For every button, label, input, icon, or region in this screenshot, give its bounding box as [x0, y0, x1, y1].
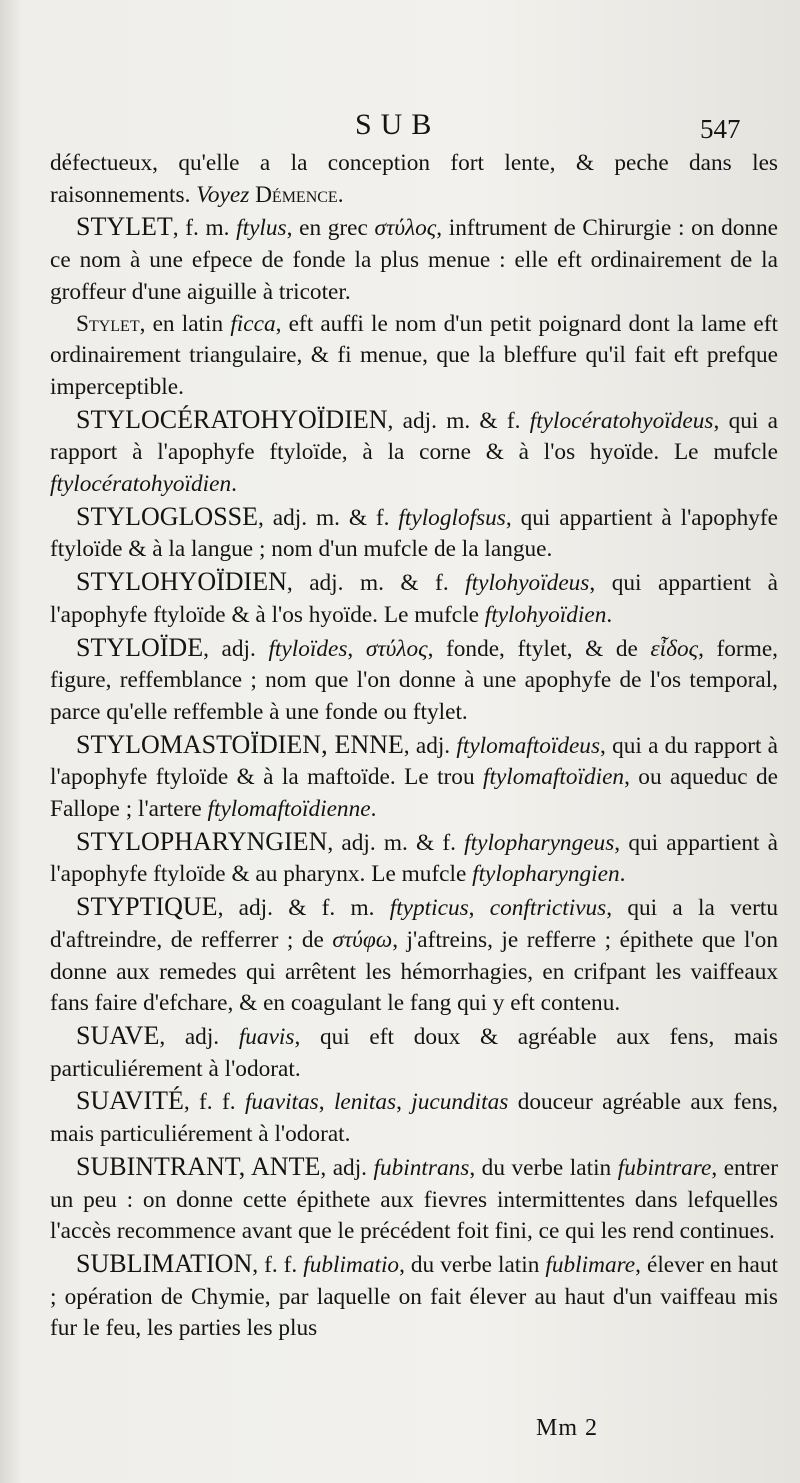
entry-text: , du verbe latin: [469, 1154, 618, 1181]
dictionary-entry: [50, 566, 778, 631]
italic-term: fublimatio: [303, 1251, 400, 1278]
italic-term: ftylohyoïdien: [484, 601, 607, 628]
italic-term: ftylopharyngien: [472, 861, 620, 888]
entry-text: , adj. m. & f.: [387, 407, 530, 434]
entry-text: , adj. m. & f.: [327, 829, 465, 856]
italic-term: fuavitas: [244, 1089, 319, 1116]
italic-term: στύλος: [365, 635, 428, 662]
entry-headword: SUBLIMATION: [76, 1248, 253, 1278]
entry-text: , f. f.: [252, 1251, 304, 1278]
entry-headword: STYLOÏDE: [76, 632, 204, 662]
dictionary-entry: [50, 1020, 778, 1085]
entry-text: , j'aftreins, je refferre ; épithete que l'on donne aux remedes qui arrêtent les hémorrhagies, en crifpant les vaiffeaux fans faire d'efchare, & en coagulant le fang qui y eft contenu.: [50, 926, 778, 1017]
page-number: 547: [700, 114, 741, 144]
italic-term: ftylomaftoïdeus: [456, 732, 601, 759]
entry-text: , adj.: [403, 732, 457, 759]
entry-text: , entrer un peu : on donne cette épithete aux fievres intermittentes dans lefquelles l'accès recommence avant que le précédent foit fini, ce qui les rend continues.: [50, 1154, 779, 1245]
entry-text: , adj. & f. m.: [217, 895, 390, 922]
entry-text: , qui appartient à l'apophyfe ftyloïde & à la langue ; nom d'un mufcle de la langue.: [50, 504, 778, 563]
entry-text: , adj.: [320, 1154, 374, 1181]
entry-text: , ou aqueduc de Fallope ; l'artere: [50, 764, 779, 823]
dictionary-entry: [50, 1085, 778, 1150]
entry-text: , qui a du rapport à l'apophyfe ftyloïde & à la maftoïde. Le trou: [50, 732, 779, 791]
italic-term: ftylomaftoïdienne: [207, 796, 371, 823]
italic-term: fubintrare: [617, 1154, 712, 1181]
dictionary-entry: [50, 211, 778, 308]
entry-text: , élever en haut ; opération de Chymie, par laquelle on fait élever au haut d'un vaiffeau mis fur le feu, les parties les plus: [50, 1251, 779, 1342]
entry-text: , qui a la vertu d'aftreindre, de refferrer ; de: [50, 895, 778, 953]
entry-text: , eft auffi le nom d'un petit poignard dont la lame eft ordinairement triangulaire, & fi menue, que la bleffure qu'il fait eft prefque imperceptible.: [50, 310, 779, 400]
entry-text: ,: [468, 895, 490, 922]
dictionary-entry: [50, 404, 778, 501]
entry-headword: STYLOCÉRATOHYOÏDIEN: [76, 404, 388, 434]
entry-text: , qui appartient à l'apophyfe ftyloïde & à l'os hyoïde. Le mufcle: [50, 570, 778, 628]
entry-text: .: [370, 796, 377, 823]
italic-term: fubintrans: [373, 1154, 470, 1181]
italic-term: Voyez: [196, 181, 250, 208]
entry-text: , f. f.: [183, 1089, 245, 1116]
italic-term: fublimare: [545, 1251, 636, 1278]
entry-headword: SUAVITÉ: [76, 1086, 184, 1116]
entry-headword: SUBINTRANT, ANTE: [76, 1151, 321, 1181]
entry-text: défectueux, qu'elle a la conception fort lente, & peche dans les raisonnements.: [50, 150, 778, 208]
dictionary-text: [50, 148, 778, 1345]
italic-term: στύφω: [332, 926, 393, 953]
entry-text: , du verbe latin: [399, 1251, 546, 1278]
entry-text: , adj.: [159, 1023, 239, 1050]
entry-text: , adj. m. & f.: [258, 504, 399, 531]
page-header: [0, 108, 800, 148]
italic-term: ftylocératohyoïdeus: [529, 407, 714, 434]
italic-term: ftylus: [236, 215, 287, 242]
entry-text: ,: [318, 1089, 334, 1116]
entry-headword: STYLET: [76, 212, 173, 242]
signature-mark: Mm 2: [536, 1415, 599, 1441]
italic-term: ficca: [230, 310, 276, 337]
dictionary-entry: [50, 309, 778, 404]
entry-headword: STYLOPHARYNGIEN: [76, 826, 328, 856]
italic-term: εἶδος: [650, 635, 699, 662]
entry-text: , inftrument de Chirurgie : on donne ce nom à une efpece de fonde la plus menue : elle eft ordinairement de la groffeur d'une aiguille à tricoter.: [50, 215, 779, 305]
entry-text: , en latin: [139, 310, 231, 337]
italic-term: ftylocératohyoïdien: [50, 471, 232, 498]
italic-term: ftylohyoïdeus: [465, 570, 590, 597]
entry-text: .: [231, 471, 237, 498]
entry-text: .: [337, 181, 344, 208]
italic-term: conftrictivus: [489, 895, 607, 922]
entry-text: douceur agréable aux fens, mais particuliérement à l'odorat.: [50, 1089, 779, 1148]
entry-text: , f. m.: [172, 215, 237, 242]
dictionary-entry: [50, 729, 778, 826]
entry-text: .: [606, 601, 613, 628]
entry-text: ,: [396, 1089, 412, 1116]
entry-text: , qui a rapport à l'apophyfe ftyloïde, à la corne & à l'os hyoïde. Le mufcle: [50, 407, 778, 466]
dictionary-entry: [50, 501, 778, 566]
italic-term: ftyloglofsus: [398, 504, 506, 531]
italic-term: ftylopharyngeus: [464, 829, 615, 856]
entry-headword: STYLOGLOSSE: [76, 501, 259, 531]
running-head: SUB: [355, 108, 441, 141]
italic-term: στύλος: [374, 215, 437, 242]
entry-text: , qui eft doux & agréable aux fens, mais particuliérement à l'odorat.: [50, 1023, 778, 1082]
italic-term: lenitas: [333, 1089, 397, 1116]
small-caps-word: Démence: [255, 181, 338, 208]
dictionary-entry: [50, 891, 778, 1020]
dictionary-entry: [50, 1248, 778, 1345]
entry-headword: SUAVE: [76, 1020, 160, 1050]
entry-headword: STYPTIQUE: [76, 892, 218, 922]
italic-term: ftyloïdes: [268, 635, 348, 662]
entry-text: .: [619, 861, 626, 888]
continuation-paragraph: [50, 148, 778, 211]
italic-term: ftylomaftoïdien: [483, 764, 625, 791]
entry-text: , fonde, ftylet, & de: [427, 635, 651, 662]
entry-text: , adj.: [203, 635, 269, 662]
dictionary-entry: [50, 826, 778, 891]
entry-text: ,: [347, 635, 366, 662]
entry-headword: STYLOHYOÏDIEN: [76, 567, 287, 597]
entry-text: , adj. m. & f.: [286, 570, 466, 597]
entry-text: , en grec: [286, 215, 375, 242]
entry-text: , qui appartient à l'apophyfe ftyloïde & au pharynx. Le mufcle: [50, 829, 778, 888]
dictionary-entry: [50, 632, 778, 729]
dictionary-entry: [50, 1151, 778, 1248]
entry-headword: STYLOMASTOÏDIEN, ENNE: [76, 729, 404, 759]
italic-term: jucunditas: [411, 1089, 509, 1116]
entry-text: , forme, figure, reffemblance ; nom que l'on donne à une apophyfe de l'os temporal, parce qu'elle reffemble à une fonde ou ftylet.: [50, 635, 778, 725]
small-caps-word: Stylet: [76, 310, 140, 337]
italic-term: fuavis: [238, 1023, 295, 1050]
italic-term: ftypticus: [389, 895, 469, 922]
